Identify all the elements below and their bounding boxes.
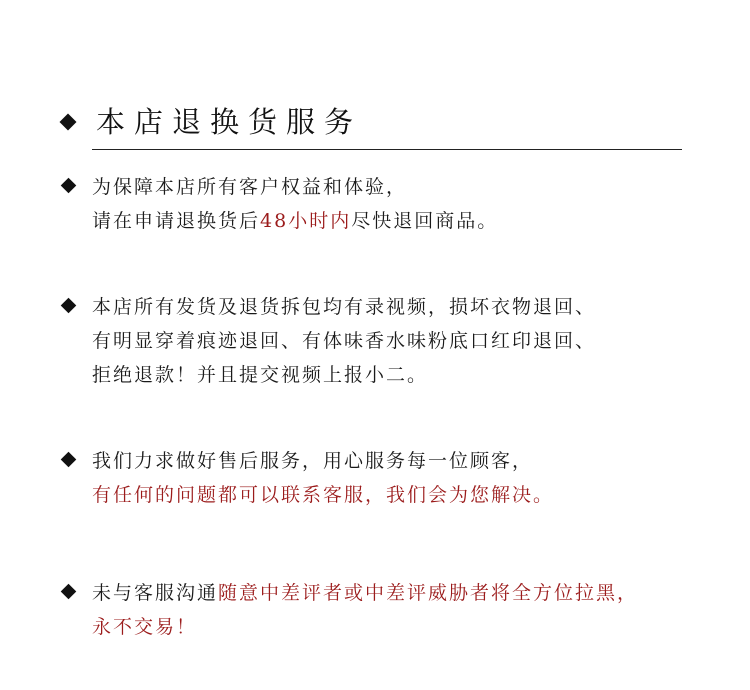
policy-text: 未与客服沟通 (92, 582, 219, 604)
policy-text: 有明显穿着痕迹退回、有体味香水味粉底口红印退回、 (92, 330, 597, 352)
policy-highlight-deadline: 48小时内 (260, 210, 352, 232)
policy-highlight-warning: 永不交易！ (92, 616, 198, 638)
policy-line (92, 478, 720, 512)
diamond-bullet-icon (60, 114, 77, 131)
diamond-bullet-icon (61, 584, 77, 600)
policy-text: 本店所有发货及退货拆包均有录视频，损坏衣物退回、 (92, 296, 597, 318)
policy-line (92, 290, 720, 324)
policy-text: 为保障本店所有客户权益和体验， (92, 176, 408, 198)
policy-line (92, 170, 720, 204)
policy-line (92, 204, 720, 238)
diamond-bullet-icon (61, 178, 77, 194)
heading-divider (92, 149, 682, 150)
diamond-bullet-icon (61, 298, 77, 314)
policy-text: 拒绝退款！并且提交视频上报小二。 (92, 364, 429, 386)
policy-text: 我们力求做好售后服务，用心服务每一位顾客， (92, 450, 534, 472)
policy-text: 尽快退回商品。 (351, 210, 499, 232)
policy-item-service (60, 444, 720, 512)
section-heading (60, 100, 362, 144)
policy-line (92, 324, 720, 358)
diamond-bullet-icon (61, 452, 77, 468)
policy-item-video (60, 290, 720, 392)
policy-highlight-warning: 随意中差评者或中差评威胁者将全方位拉黑， (218, 582, 639, 604)
page-title: 本店退换货服务 (96, 105, 363, 139)
policy-line (92, 444, 720, 478)
policy-line (92, 610, 720, 644)
policy-highlight-contact: 有任何的问题都可以联系客服，我们会为您解决。 (92, 484, 555, 506)
policy-text: 请在申请退换货后 (92, 210, 261, 232)
policy-line (92, 358, 720, 392)
policy-item-warning (60, 576, 720, 644)
policy-line (92, 576, 720, 610)
policy-item-inspection (60, 170, 720, 238)
